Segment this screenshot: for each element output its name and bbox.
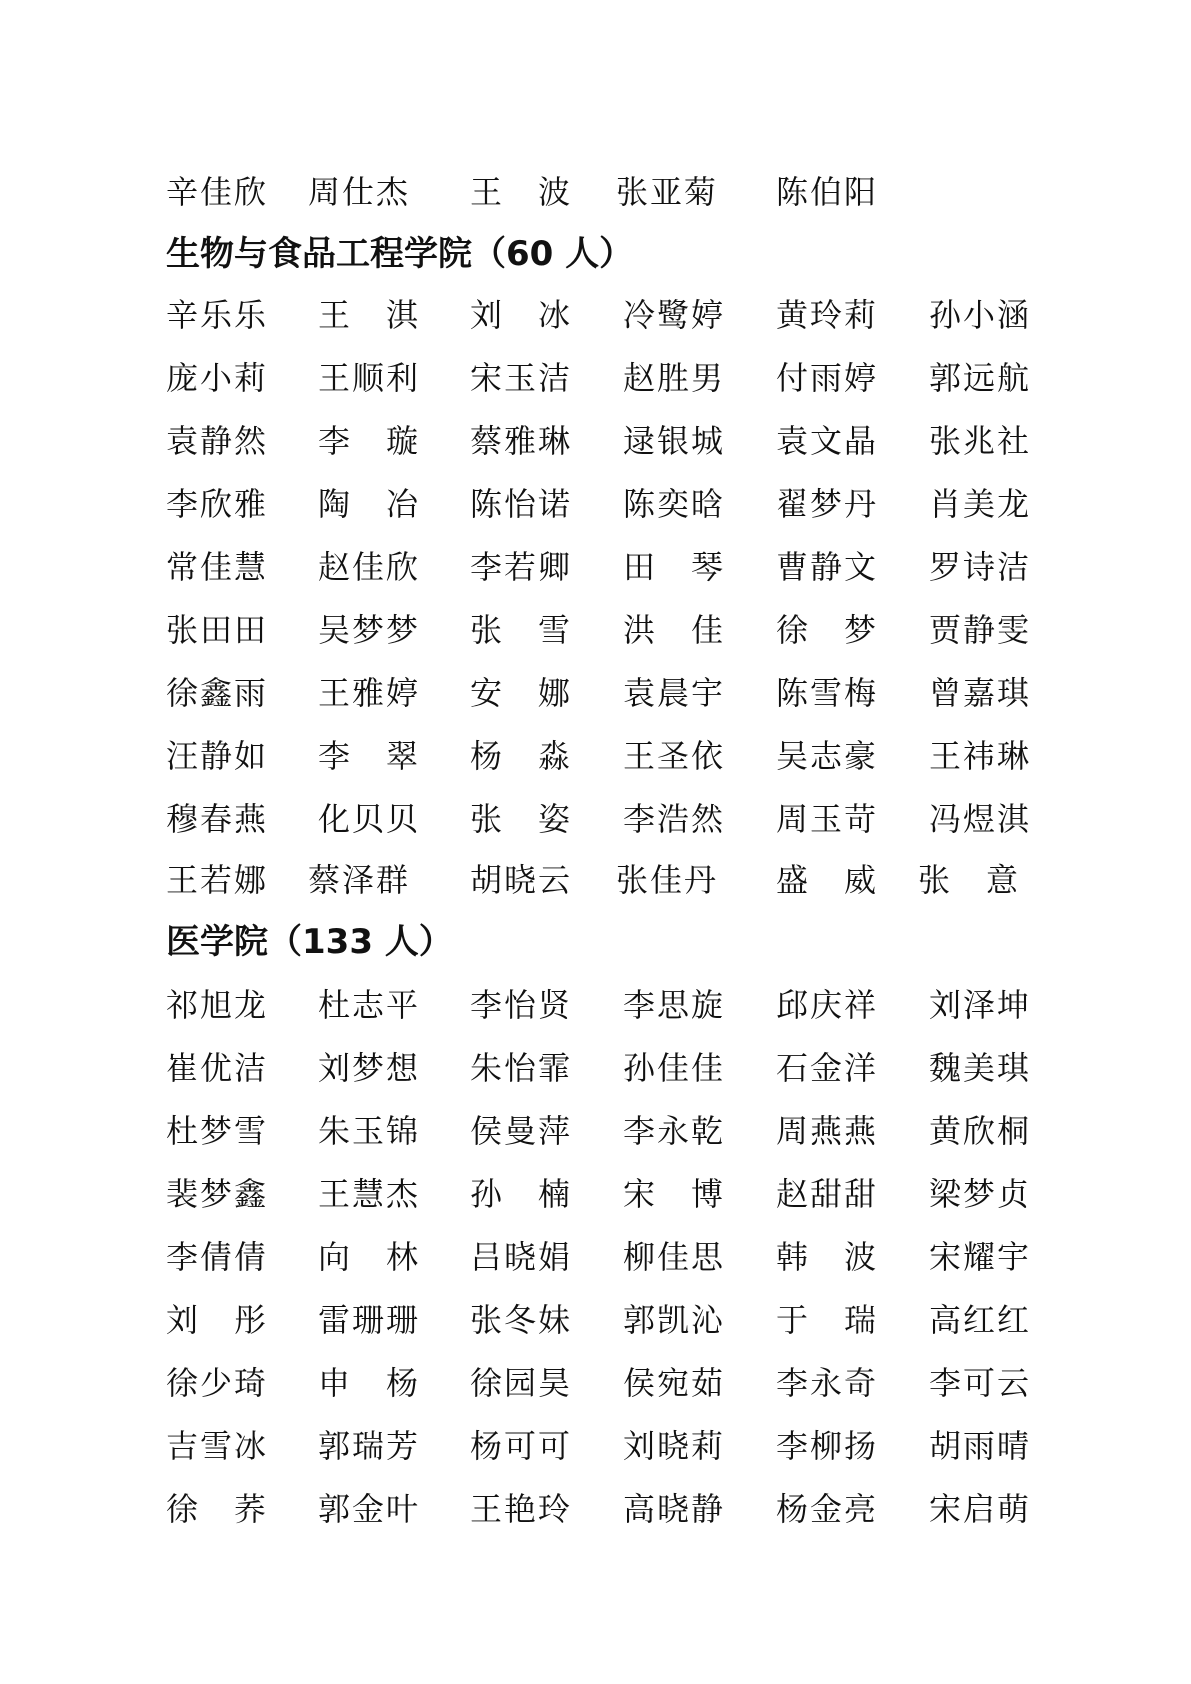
name-cell: 赵佳欣 [318, 548, 421, 586]
name-cell: 吴志豪 [776, 737, 879, 775]
name-row [0, 799, 1191, 839]
name-cell: 曹静文 [776, 548, 879, 586]
name-cell: 孙小涵 [929, 296, 1032, 334]
name-cell: 王 淇 [318, 296, 421, 334]
name-row [0, 1489, 1191, 1529]
section-title-biofood: 生物与食品工程学院（60 人） [166, 234, 634, 274]
name-row [0, 1174, 1191, 1214]
section-title-medical: 医学院（133 人） [166, 922, 453, 962]
name-cell: 蔡雅琳 [470, 422, 573, 460]
name-cell: 李浩然 [623, 800, 726, 838]
name-cell: 安 娜 [470, 674, 573, 712]
name-cell: 裴梦鑫 [166, 1175, 269, 1213]
name-cell: 梁梦贞 [929, 1175, 1032, 1213]
name-cell: 付雨婷 [776, 359, 879, 397]
name-cell: 胡雨晴 [929, 1427, 1032, 1465]
name-cell: 周燕燕 [776, 1112, 879, 1150]
name-cell: 徐鑫雨 [166, 674, 269, 712]
name-cell: 徐 荞 [166, 1490, 269, 1528]
name-cell: 王圣依 [623, 737, 726, 775]
name-cell: 郭瑞芳 [318, 1427, 421, 1465]
name-cell: 周仕杰 [308, 173, 411, 211]
name-cell: 石金洋 [776, 1049, 879, 1087]
name-cell: 杜志平 [318, 986, 421, 1024]
name-cell: 张兆社 [929, 422, 1032, 460]
name-cell: 孙 楠 [470, 1175, 573, 1213]
name-cell: 申 杨 [318, 1364, 421, 1402]
name-cell: 吉雪冰 [166, 1427, 269, 1465]
name-cell: 袁静然 [166, 422, 269, 460]
name-cell: 李可云 [929, 1364, 1032, 1402]
name-cell: 宋耀宇 [929, 1238, 1032, 1276]
name-cell: 穆春燕 [166, 800, 269, 838]
name-cell: 张亚菊 [616, 173, 719, 211]
name-cell: 贾静雯 [929, 611, 1032, 649]
name-cell: 徐少琦 [166, 1364, 269, 1402]
name-cell: 宋玉洁 [470, 359, 573, 397]
name-cell: 张 雪 [470, 611, 573, 649]
name-cell: 宋启萌 [929, 1490, 1032, 1528]
name-cell: 田 琴 [623, 548, 726, 586]
name-cell: 王雅婷 [318, 674, 421, 712]
name-cell: 李若卿 [470, 548, 573, 586]
name-cell: 陈伯阳 [776, 173, 879, 211]
name-cell: 盛 威 [776, 861, 879, 899]
name-cell: 韩 波 [776, 1238, 879, 1276]
name-cell: 徐 梦 [776, 611, 879, 649]
name-cell: 张佳丹 [616, 861, 719, 899]
name-cell: 于 瑞 [776, 1301, 879, 1339]
name-cell: 赵甜甜 [776, 1175, 879, 1213]
name-cell: 柳佳思 [623, 1238, 726, 1276]
name-cell: 刘晓莉 [623, 1427, 726, 1465]
name-row [0, 1111, 1191, 1151]
name-row [0, 736, 1191, 776]
name-row [0, 484, 1191, 524]
name-row [0, 610, 1191, 650]
name-cell: 李倩倩 [166, 1238, 269, 1276]
name-cell: 陈雪梅 [776, 674, 879, 712]
name-cell: 赵胜男 [623, 359, 726, 397]
name-cell: 王艳玲 [470, 1490, 573, 1528]
name-cell: 化贝贝 [318, 800, 421, 838]
name-cell: 杨金亮 [776, 1490, 879, 1528]
name-row [0, 1426, 1191, 1466]
name-cell: 李思旋 [623, 986, 726, 1024]
name-cell: 杨 淼 [470, 737, 573, 775]
name-cell: 王祎琳 [929, 737, 1032, 775]
name-row [0, 421, 1191, 461]
name-cell: 徐园昊 [470, 1364, 573, 1402]
name-row [0, 1300, 1191, 1340]
name-cell: 李永乾 [623, 1112, 726, 1150]
name-cell: 曾嘉琪 [929, 674, 1032, 712]
name-cell: 雷珊珊 [318, 1301, 421, 1339]
name-cell: 刘 彤 [166, 1301, 269, 1339]
name-cell: 李 璇 [318, 422, 421, 460]
name-cell: 陶 冶 [318, 485, 421, 523]
name-cell: 袁文晶 [776, 422, 879, 460]
name-cell: 陈怡诺 [470, 485, 573, 523]
name-cell: 侯曼萍 [470, 1112, 573, 1150]
name-cell: 王慧杰 [318, 1175, 421, 1213]
name-cell: 李永奇 [776, 1364, 879, 1402]
name-cell: 胡晓云 [470, 861, 573, 899]
name-cell: 罗诗洁 [929, 548, 1032, 586]
name-row [0, 1048, 1191, 1088]
name-cell: 祁旭龙 [166, 986, 269, 1024]
name-cell: 李 翠 [318, 737, 421, 775]
name-cell: 常佳慧 [166, 548, 269, 586]
name-cell: 高红红 [929, 1301, 1032, 1339]
name-cell: 郭远航 [929, 359, 1032, 397]
name-row [0, 358, 1191, 398]
name-cell: 张冬妹 [470, 1301, 573, 1339]
name-row [0, 1237, 1191, 1277]
name-cell: 朱玉锦 [318, 1112, 421, 1150]
name-cell: 翟梦丹 [776, 485, 879, 523]
name-cell: 庞小莉 [166, 359, 269, 397]
name-cell: 周玉苛 [776, 800, 879, 838]
name-cell: 蔡泽群 [308, 861, 411, 899]
name-cell: 逯银城 [623, 422, 726, 460]
name-cell: 袁晨宇 [623, 674, 726, 712]
name-cell: 刘梦想 [318, 1049, 421, 1087]
name-cell: 侯宛茹 [623, 1364, 726, 1402]
name-cell: 杜梦雪 [166, 1112, 269, 1150]
name-cell: 陈奕晗 [623, 485, 726, 523]
name-cell: 郭凯沁 [623, 1301, 726, 1339]
name-cell: 黄欣桐 [929, 1112, 1032, 1150]
name-cell: 刘 冰 [470, 296, 573, 334]
name-cell: 洪 佳 [623, 611, 726, 649]
name-cell: 张 意 [918, 861, 1021, 899]
name-row [0, 547, 1191, 587]
name-cell: 邱庆祥 [776, 986, 879, 1024]
name-cell: 魏美琪 [929, 1049, 1032, 1087]
name-cell: 刘泽坤 [929, 986, 1032, 1024]
name-cell: 黄玲莉 [776, 296, 879, 334]
name-cell: 孙佳佳 [623, 1049, 726, 1087]
name-cell: 王若娜 [166, 861, 269, 899]
name-cell: 向 林 [318, 1238, 421, 1276]
name-cell: 冯煜淇 [929, 800, 1032, 838]
name-row [0, 673, 1191, 713]
name-cell: 高晓静 [623, 1490, 726, 1528]
name-cell: 辛乐乐 [166, 296, 269, 334]
name-row [0, 1363, 1191, 1403]
name-cell: 杨可可 [470, 1427, 573, 1465]
top-name-row [0, 172, 1191, 212]
name-cell: 吕晓娟 [470, 1238, 573, 1276]
name-cell: 崔优洁 [166, 1049, 269, 1087]
name-cell: 李怡贤 [470, 986, 573, 1024]
name-cell: 张田田 [166, 611, 269, 649]
name-cell: 李柳扬 [776, 1427, 879, 1465]
name-cell: 张 姿 [470, 800, 573, 838]
name-row [0, 985, 1191, 1025]
name-cell: 郭金叶 [318, 1490, 421, 1528]
name-cell: 王顺利 [318, 359, 421, 397]
name-cell: 辛佳欣 [166, 173, 269, 211]
name-cell: 宋 博 [623, 1175, 726, 1213]
name-cell: 冷鹭婷 [623, 296, 726, 334]
name-cell: 王 波 [470, 173, 573, 211]
name-cell: 李欣雅 [166, 485, 269, 523]
name-cell: 朱怡霏 [470, 1049, 573, 1087]
name-row [0, 295, 1191, 335]
name-cell: 肖美龙 [929, 485, 1032, 523]
name-cell: 吴梦梦 [318, 611, 421, 649]
name-cell: 汪静如 [166, 737, 269, 775]
name-row [0, 860, 1191, 900]
